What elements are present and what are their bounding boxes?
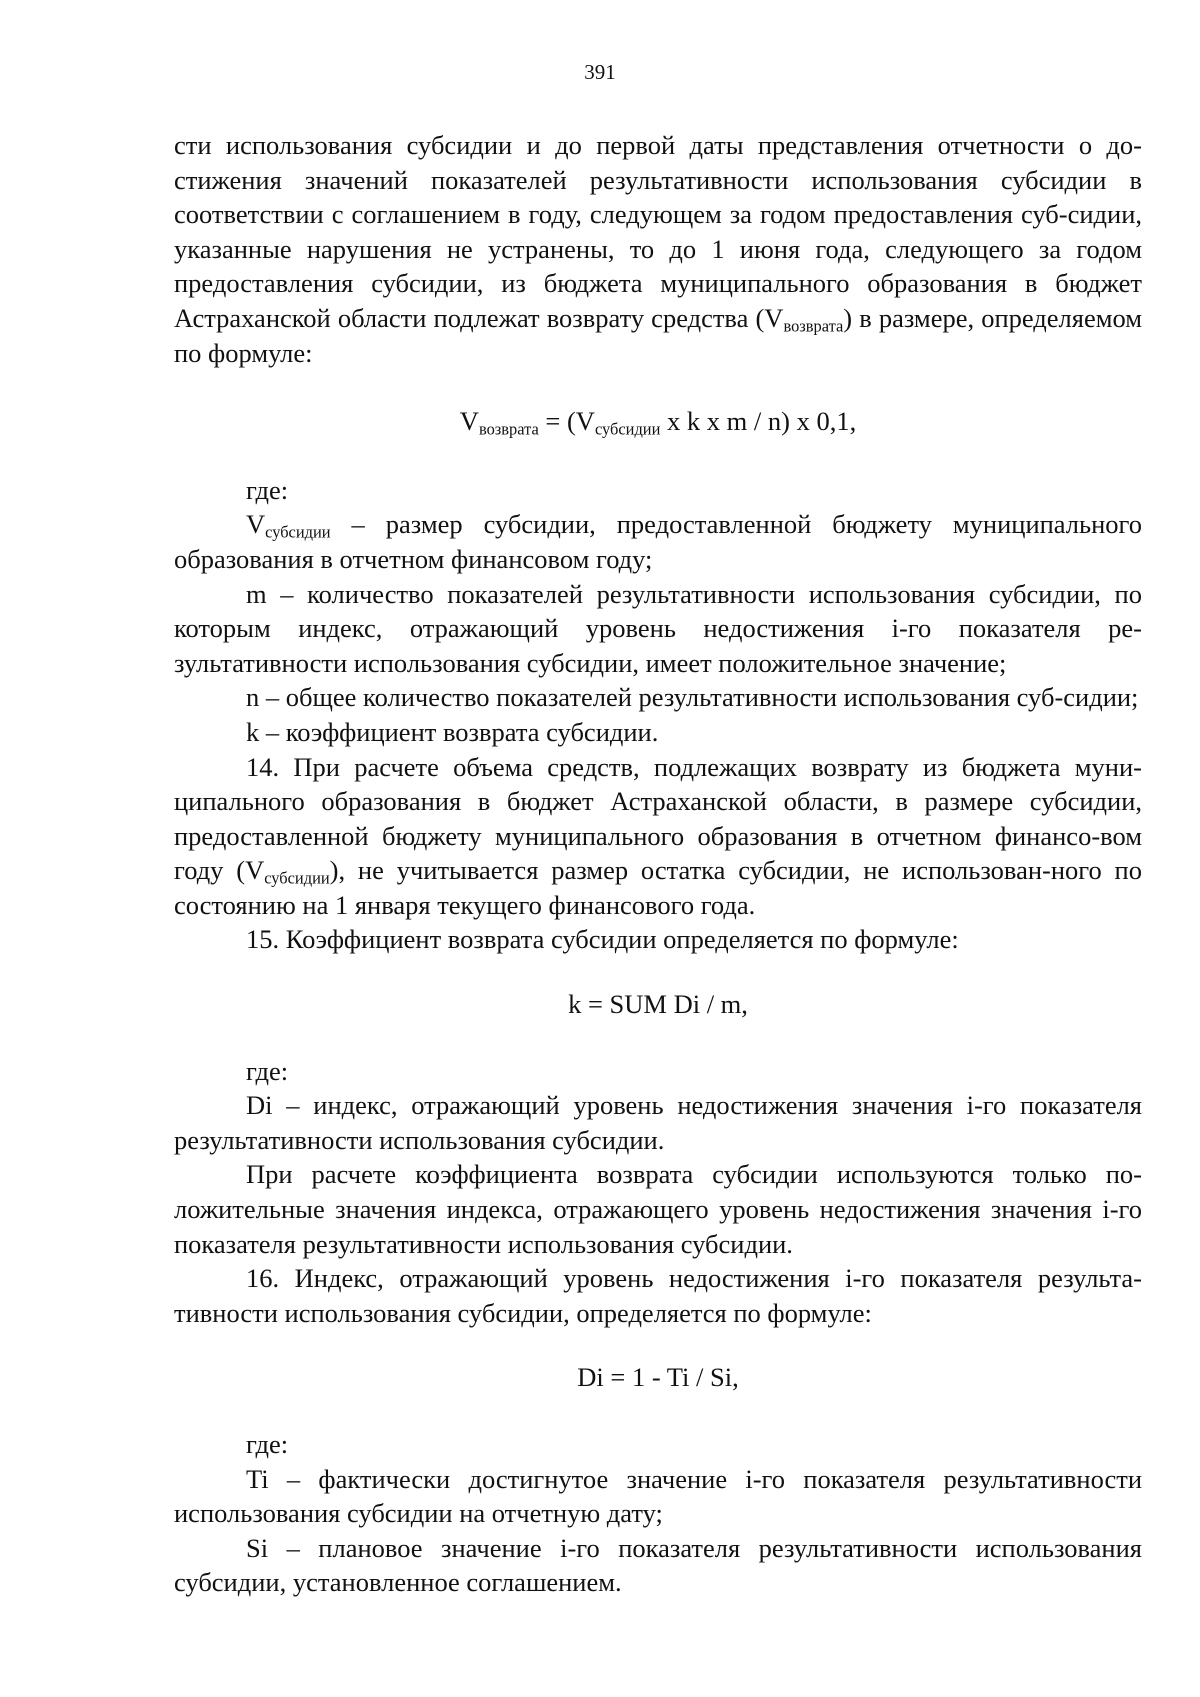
page-content — [174, 128, 1142, 1600]
definition-v-subsidy — [174, 507, 1142, 576]
subscript: возврата — [783, 316, 844, 336]
definition-ti: Ti – фактически достигнутое значение i-го показателя результативности использования субсидии на отчетную дату; — [174, 1463, 1142, 1529]
paragraph-continuation — [174, 128, 1142, 370]
formula-di: Di = 1 - Ti / Si, — [577, 1362, 739, 1393]
paragraph-text: 14. При расчете объема средств, подлежащих возврату из бюджета муни-ципального образования в бюджет Астраханской области, в размере субсидии, предоставленной бюджету муниципального образования в отчетном финансо-вом году (V — [174, 751, 1142, 886]
paragraph-16: 16. Индекс, отражающий уровень недостижения i-го показателя результа-тивности использования субсидии, определяется по формуле: — [174, 1263, 1142, 1328]
definition-m: m – количество показателей результативности использования субсидии, по которым индекс, отражающий уровень недостижения i-го показателя ре-зультативности использования субсидии, имеет положительное значение; — [174, 578, 1142, 678]
paragraph-text: ), не учитывается размер остатка субсидии, не использован-ного по состоянию на 1 января текущего финансового года. — [174, 855, 1142, 920]
formula-text: V — [459, 406, 479, 437]
paragraph-text: сти использования субсидии и до первой даты представления отчетности о до-стижения значений показателей результативности использования субсидии в соответствии с соглашением в году, следующем за годом предоставления суб-сидии, указанные нарушения не устранены, то до 1 июня года, следующего за годом предоставления субсидии, из бюджета муниципального образования в бюджет Астраханской области подлежат возврату средства (V — [174, 130, 1142, 333]
paragraph-calculation-note: При расчете коэффициента возврата субсидии используются только по-ложительные значения индекса, отражающего уровень недостижения значения i-го показателя результативности использования субсидии. — [174, 1159, 1142, 1259]
where-label: где: — [246, 474, 289, 505]
formula-return — [174, 404, 1142, 439]
subscript: субсидии — [264, 868, 330, 888]
definition-text: V — [246, 509, 266, 540]
definition-si: Si – плановое значение i-го показателя результативности использования субсидии, установленное соглашением. — [174, 1532, 1142, 1598]
paragraph-15: 15. Коэффициент возврата субсидии определяется по формуле: — [246, 924, 959, 955]
where-label: где: — [246, 1055, 289, 1086]
paragraph-text: ) в размере, определяемом по формуле: — [174, 302, 1142, 368]
definition-text: – размер субсидии, предоставленной бюджету муниципального образования в отчетном финансовом году; — [174, 509, 1142, 574]
where-label: где: — [246, 1429, 289, 1459]
formula-text: = (V — [538, 406, 595, 437]
definition-k: k – коэффициент возврата субсидии. — [246, 716, 659, 747]
definition-n: n – общее количество показателей результативности использования суб-сидии; — [246, 682, 1139, 713]
paragraph-14 — [174, 750, 1142, 923]
formula-text: x k x m / n) x 0,1, — [660, 406, 857, 437]
subscript: субсидии — [594, 419, 661, 439]
subscript: субсидии — [265, 522, 331, 542]
page-number: 391 — [584, 60, 616, 84]
subscript: возврата — [478, 419, 539, 439]
definition-di: Di – индекс, отражающий уровень недостижения значения i-го показателя результативности использования субсидии. — [174, 1090, 1142, 1155]
formula-k: k = SUM Di / m, — [568, 989, 748, 1020]
